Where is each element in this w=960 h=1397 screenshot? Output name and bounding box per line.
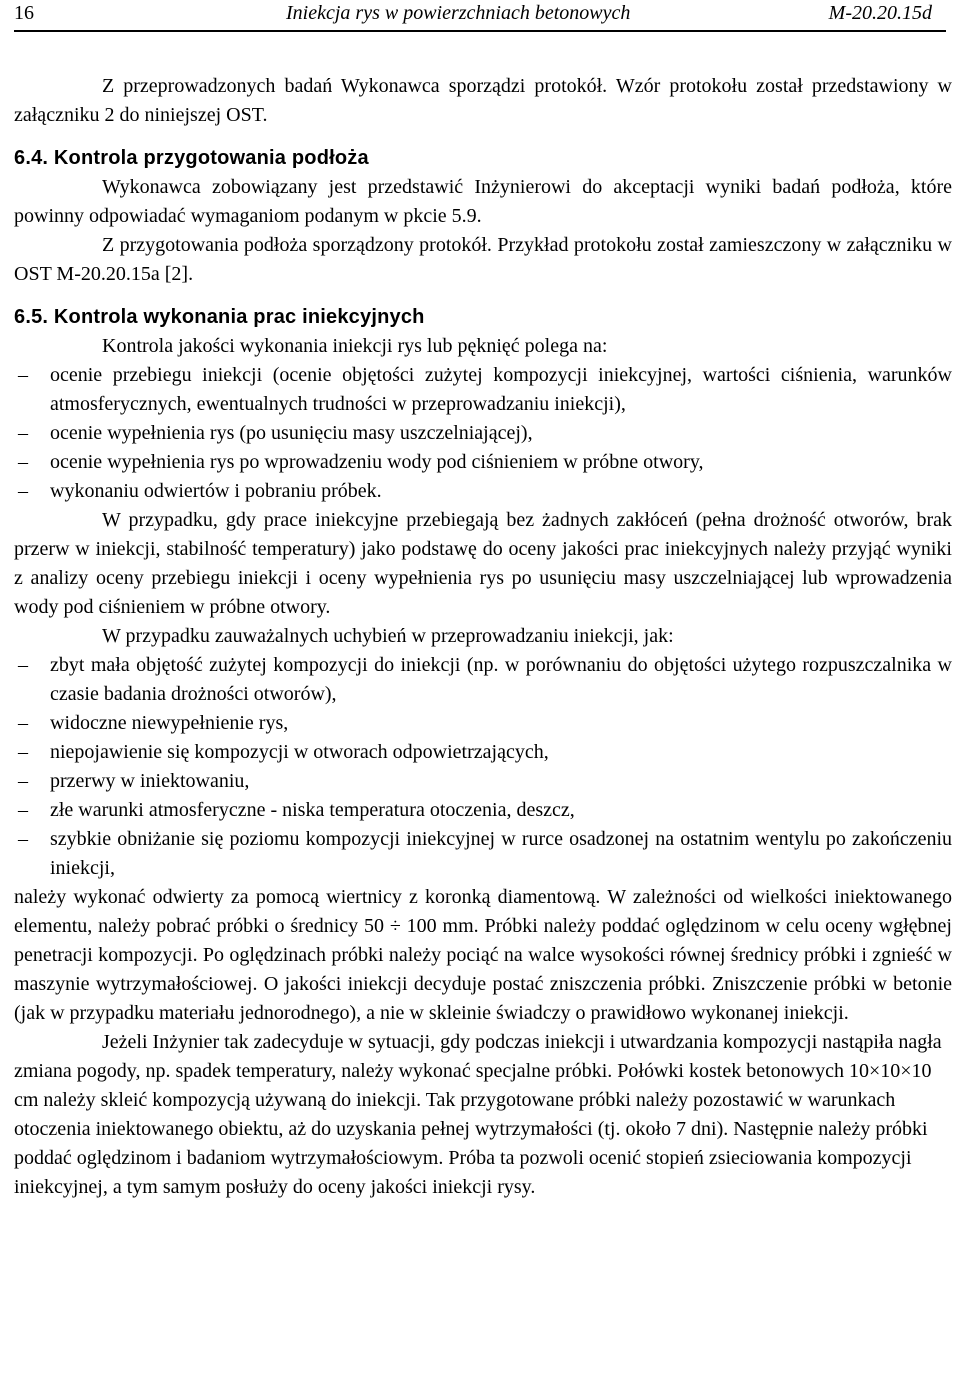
list-item: – wykonaniu odwiertów i pobraniu próbek.	[14, 477, 952, 506]
list-item: – niepojawienie się kompozycji w otworach odpowietrzających,	[14, 738, 952, 767]
list-item: – ocenie wypełnienia rys po wprowadzeniu wody pod ciśnieniem w próbne otwory,	[14, 448, 952, 477]
dash-bullet: –	[18, 741, 28, 763]
dash-bullet: –	[18, 422, 28, 444]
list-item: – ocenie przebiegu iniekcji (ocenie objętości zużytej kompozycji iniekcyjnej, wartości ciśnienia, warunków atmosferycznych, ewentualnych trudności w przeprowadzaniu iniekcji),	[14, 361, 952, 419]
list-item: – ocenie wypełnienia rys (po usunięciu masy uszczelniającej),	[14, 419, 952, 448]
dash-bullet: –	[18, 712, 28, 734]
normal-case-paragraph: W przypadku, gdy prace iniekcyjne przebiegają bez żadnych zakłóceń (pełna drożność otworów, brak przerw w iniekcji, stabilność temperatury) jako podstawę do oceny jakości prac iniekcyjnych należy przyjąć wyniki z analizy oceny przebiegu iniekcji i oceny wypełnienia rys po usunięciu masy uszczelniającej lub wprowadzenia wody pod ciśnieniem w próbne otwory.	[14, 509, 952, 618]
inspection-list	[14, 361, 952, 506]
list-item: – zbyt mała objętość zużytej kompozycji do iniekcji (np. w porównaniu do objętości użytego rozpuszczalnika w czasie badania drożności otworów),	[14, 651, 952, 709]
list-item: – szybkie obniżanie się poziomu kompozycji iniekcyjnej w rurce osadzonej na ostatnim wentylu po zakończeniu iniekcji,	[14, 825, 952, 883]
page-number: 16	[14, 2, 34, 24]
dash-bullet: –	[18, 770, 28, 792]
section-6-5-heading: 6.5. Kontrola wykonania prac iniekcyjnych	[14, 306, 425, 328]
section-6-4-paragraph-1: Wykonawca zobowiązany jest przedstawić Inżynierowi do akceptacji wyniki badań podłoża, które powinny odpowiadać wymaganiom podanym w pkcie 5.9.	[14, 176, 952, 227]
section-6-4-heading: 6.4. Kontrola przygotowania podłoża	[14, 147, 369, 169]
dash-bullet: –	[18, 480, 28, 502]
dash-bullet: –	[18, 828, 28, 850]
dash-bullet: –	[18, 451, 28, 473]
list-item: – przerwy w iniektowaniu,	[14, 767, 952, 796]
drilling-paragraph: należy wykonać odwierty za pomocą wiertnicy z koronką diamentową. W zależności od wielkości iniektowanego elementu, należy pobrać próbki o średnicy 50 ÷ 100 mm. Próbki należy poddać oględzinom w celu oceny wgłębnej penetracji kompozycji. Po oględzinach próbki należy pociąć na walce wysokości równej średnicy próbki i zgnieść w maszynie wytrzymałościowej. O jakości iniekcji decyduje postać zniszczenia próbki. Zniszczenie próbki w betonie (jak w przypadku materiału jednorodnego), a nie w skleinie świadczy o prawidłowo wykonanej iniekcji.	[14, 886, 952, 1024]
page-content	[14, 72, 952, 1202]
irregularities-list	[14, 651, 952, 883]
header-title: Iniekcja rys w powierzchniach betonowych	[286, 2, 631, 24]
document-code: M-20.20.15d	[828, 2, 932, 24]
section-6-5-intro: Kontrola jakości wykonania iniekcji rys lub pęknięć polega na:	[102, 335, 608, 357]
dash-bullet: –	[18, 799, 28, 821]
running-header	[14, 0, 946, 32]
engineer-paragraph: Jeżeli Inżynier tak zadecyduje w sytuacji, gdy podczas iniekcji i utwardzania kompozycji nastąpiła nagła zmiana pogody, np. spadek temperatury, należy wykonać specjalne próbki. Połówki kostek betonowych 10×10×10 cm należy skleić kompozycją używaną do iniekcji. Tak przygotowane próbki należy pozostawić w warunkach otoczenia iniektowanego obiektu, aż do uzyskania pełnej wytrzymałości (tj. około 7 dni). Następnie należy próbki poddać oględzinom i badaniom wytrzymałościowym. Próba ta pozwoli ocenić stopień zsieciowania kompozycji iniekcyjnej, a tym samym posłuży do oceny jakości iniekcji rysy.	[14, 1031, 942, 1198]
section-6-4-paragraph-2: Z przygotowania podłoża sporządzony protokół. Przykład protokołu został zamieszczony w załączniku w OST M-20.20.15a [2].	[14, 234, 952, 285]
irregular-case-intro: W przypadku zauważalnych uchybień w przeprowadzaniu iniekcji, jak:	[102, 625, 674, 647]
list-item: – złe warunki atmosferyczne - niska temperatura otoczenia, deszcz,	[14, 796, 952, 825]
intro-paragraph: Z przeprowadzonych badań Wykonawca sporządzi protokół. Wzór protokołu został przedstawiony w załączniku 2 do niniejszej OST.	[14, 75, 952, 126]
dash-bullet: –	[18, 364, 28, 386]
dash-bullet: –	[18, 654, 28, 676]
list-item: – widoczne niewypełnienie rys,	[14, 709, 952, 738]
